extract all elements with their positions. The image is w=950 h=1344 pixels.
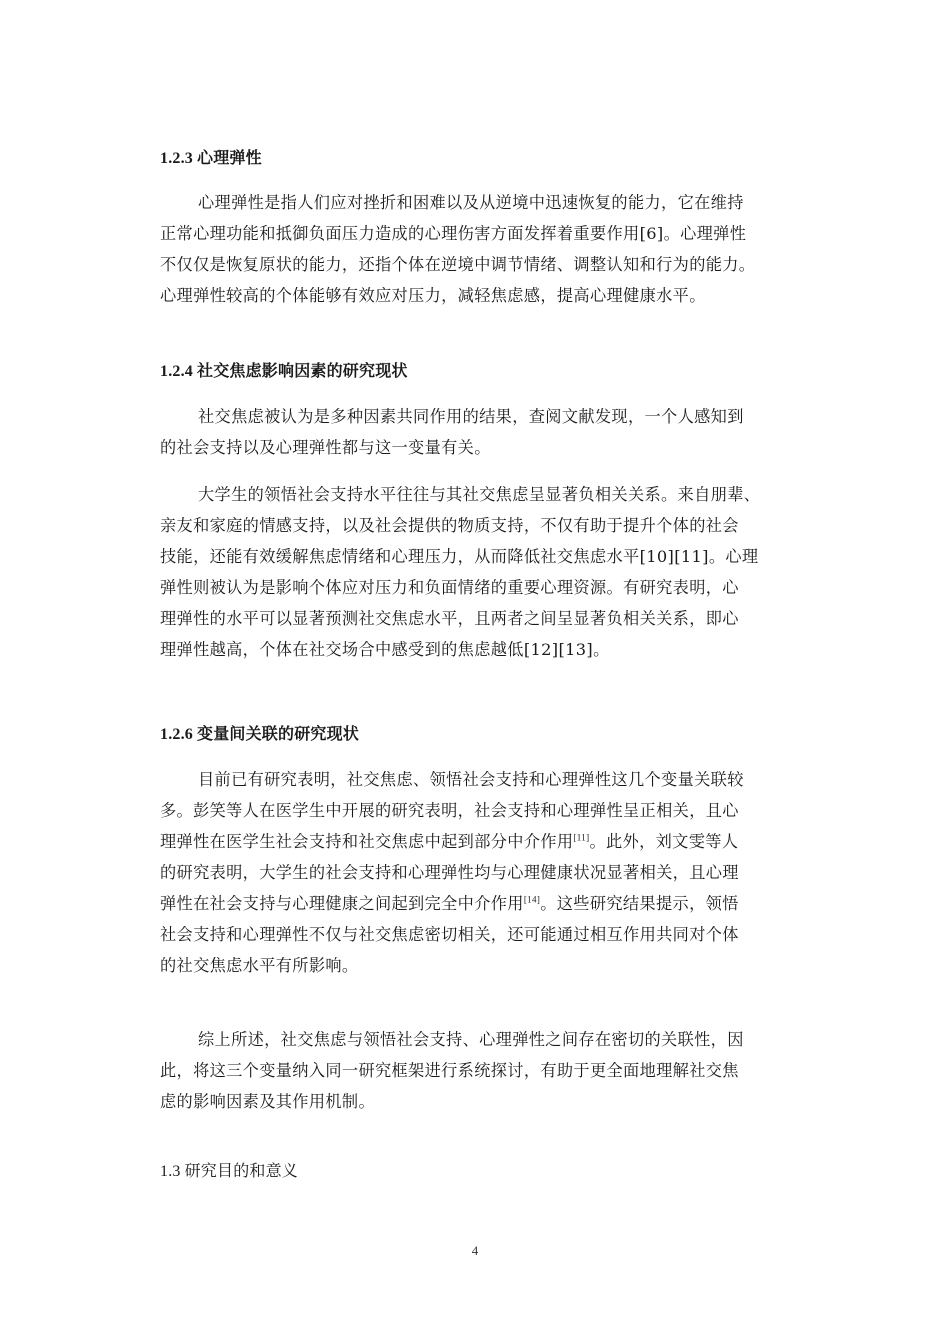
text-line	[160, 826, 840, 857]
paragraph	[160, 187, 840, 311]
section-heading-1-2-6	[160, 723, 359, 746]
section-title: 变量间关联的研究现状	[197, 724, 360, 743]
text-line: 弹性则被认为是影响个体应对压力和负面情绪的重要心理资源。有研究表明，心	[160, 578, 739, 597]
text-line: 多。彭笑等人在医学生中开展的研究表明，社会支持和心理弹性呈正相关，且心	[160, 801, 739, 820]
text-line: 社交焦虑被认为是多种因素共同作用的结果，查阅文献发现，一个人感知到	[198, 407, 744, 426]
page-number: 4	[471, 1243, 479, 1258]
section-heading-1-2-3	[160, 147, 262, 170]
section-title: 研究目的和意义	[184, 1161, 299, 1180]
citation-superscript: [11]	[573, 832, 590, 843]
text-line: 目前已有研究表明，社交焦虑、领悟社会支持和心理弹性这几个变量关联较	[198, 770, 744, 789]
paragraph	[160, 764, 840, 981]
text-line: 社会支持和心理弹性不仅与社交焦虑密切相关，还可能通过相互作用共同对个体	[160, 925, 739, 944]
citation-superscript: [14]	[523, 894, 541, 905]
text-line: 心理弹性是指人们应对挫折和困难以及从逆境中迅速恢复的能力，它在维持	[198, 193, 744, 212]
paragraph	[160, 401, 840, 463]
text-line: 理弹性越高，个体在社交场合中感受到的焦虑越低[12][13]。	[160, 640, 610, 659]
text-line: 心理弹性较高的个体能够有效应对压力，减轻焦虑感，提高心理健康水平。	[160, 286, 706, 305]
text-line: 的研究表明，大学生的社会支持和心理弹性均与心理健康状况显著相关，且心理	[160, 863, 739, 882]
text-line: 不仅仅是恢复原状的能力，还指个体在逆境中调节情绪、调整认知和行为的能力。	[160, 255, 756, 274]
text-line: 大学生的领悟社会支持水平往往与其社交焦虑呈显著负相关关系。来自朋辈、	[198, 485, 761, 504]
section-title: 心理弹性	[197, 148, 262, 167]
text-line: 理弹性的水平可以显著预测社交焦虑水平，且两者之间呈显著负相关关系，即心	[160, 609, 739, 628]
text-line: 综上所述，社交焦虑与领悟社会支持、心理弹性之间存在密切的关联性，因	[198, 1030, 744, 1049]
text-line: 的社会支持以及心理弹性都与这一变量有关。	[160, 438, 491, 457]
text-line: 虑的影响因素及其作用机制。	[160, 1092, 375, 1111]
text-segment: 。此外，刘文雯等人	[589, 832, 739, 851]
section-number: 1.2.6	[160, 726, 193, 743]
text-segment: 理弹性在医学生社会支持和社交焦虑中起到部分中介作用	[160, 832, 574, 851]
section-number: 1.2.3	[160, 150, 193, 167]
text-line	[160, 888, 840, 919]
section-number: 1.2.4	[160, 363, 193, 380]
text-line: 此，将这三个变量纳入同一研究框架进行系统探讨，有助于更全面地理解社交焦	[160, 1061, 739, 1080]
section-heading-1-2-4	[160, 360, 408, 383]
text-line: 技能，还能有效缓解焦虑情绪和心理压力，从而降低社交焦虑水平[10][11]。心理	[160, 547, 759, 566]
paragraph	[160, 1024, 840, 1117]
text-line: 亲友和家庭的情感支持，以及社会提供的物质支持，不仅有助于提升个体的社会	[160, 516, 739, 535]
text-line: 正常心理功能和抵御负面压力造成的心理伤害方面发挥着重要作用[6]。心理弹性	[160, 224, 747, 243]
text-line: 的社交焦虑水平有所影响。	[160, 956, 359, 975]
section-heading-1-3	[160, 1160, 298, 1183]
paragraph	[160, 479, 840, 665]
section-title: 社交焦虑影响因素的研究现状	[197, 361, 408, 380]
text-segment: 弹性在社会支持与心理健康之间起到完全中介作用	[160, 894, 524, 913]
text-segment: 。这些研究结果提示，领悟	[540, 894, 739, 913]
section-number: 1.3	[160, 1163, 181, 1180]
